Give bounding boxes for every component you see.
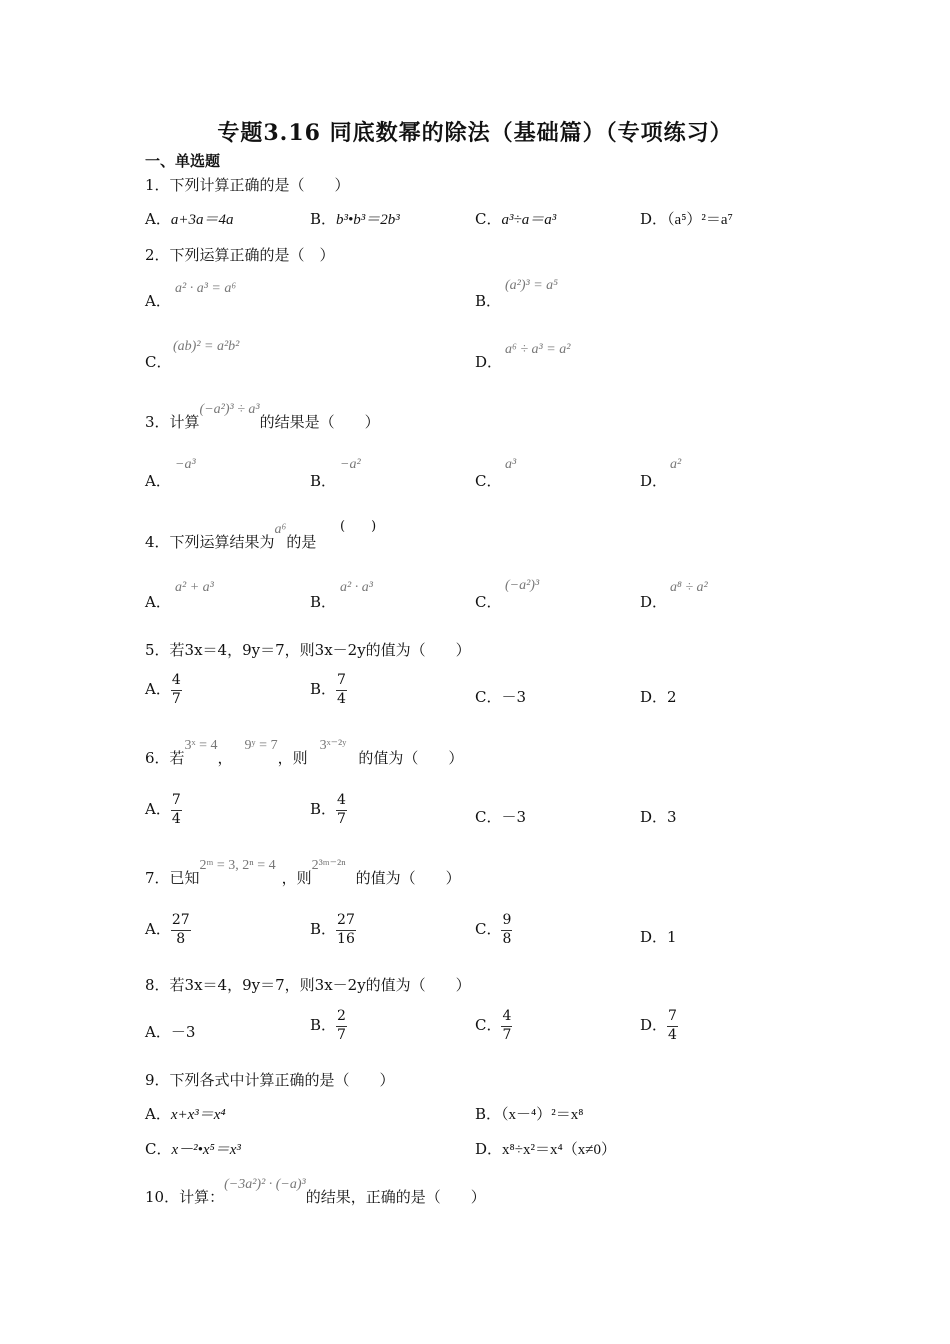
q5-option-c: C．－3 bbox=[475, 688, 527, 706]
q9-option-a: A．x+x³＝x⁴ bbox=[145, 1105, 226, 1123]
q4-option-b: B． bbox=[310, 593, 337, 611]
q5-option-d: D．2 bbox=[640, 688, 677, 706]
question-7: 7．已知2ᵐ = 3, 2ⁿ = 4，则2³ᵐ⁻²ⁿ的值为（ ） bbox=[145, 858, 461, 887]
q4-option-a-formula: a² + a³ bbox=[175, 580, 214, 595]
q2-option-c-formula: (ab)² = a²b² bbox=[173, 339, 240, 354]
q1-option-c: C．a³÷a＝a³ bbox=[475, 210, 557, 228]
question-4: 4．下列运算结果为a⁶的是 bbox=[145, 522, 317, 551]
q7-option-c: C． $\frac{9}{8}$ bbox=[475, 912, 512, 947]
q2-option-a: A． bbox=[145, 292, 171, 310]
q4-option-b-formula: a² · a³ bbox=[340, 580, 373, 595]
q2-option-b: B． bbox=[475, 292, 502, 310]
q4-expression: a⁶ bbox=[274, 522, 287, 537]
q9-option-c: C．x－²•x⁵＝x³ bbox=[145, 1140, 241, 1158]
q4-option-c-formula: (−a²)³ bbox=[505, 578, 540, 593]
q2-option-a-formula: a² · a³ = a⁶ bbox=[175, 281, 237, 296]
q1-option-d: D．（a⁵）²＝a⁷ bbox=[640, 210, 733, 228]
question-6: 6．若3ˣ = 4，9ʸ = 7，则3ˣ⁻²ʸ的值为（ ） bbox=[145, 738, 464, 767]
q7-expression-2: 2³ᵐ⁻²ⁿ bbox=[311, 858, 346, 873]
question-9: 9．下列各式中计算正确的是（ ） bbox=[145, 1071, 395, 1089]
q4-option-d: D． bbox=[640, 593, 668, 611]
q2-option-c: C． bbox=[145, 353, 172, 371]
q4-option-d-formula: a⁸ ÷ a² bbox=[670, 580, 708, 595]
q6-option-d: D．3 bbox=[640, 808, 677, 826]
page-title: 专题3.16 同底数幂的除法（基础篇）（专项练习） bbox=[217, 120, 733, 146]
q1-option-b: B．b³•b³＝2b³ bbox=[310, 210, 400, 228]
q9-option-b: B．（x－⁴）²＝x⁸ bbox=[475, 1105, 584, 1123]
question-2: 2．下列运算正确的是（ ） bbox=[145, 246, 335, 264]
question-3: 3．计算(−a²)³ ÷ a³的结果是（ ） bbox=[145, 402, 380, 431]
q3-option-d-formula: a² bbox=[670, 457, 682, 472]
q2-option-d-formula: a⁶ ÷ a³ = a² bbox=[505, 342, 571, 357]
q6-expression-3: 3ˣ⁻²ʸ bbox=[319, 738, 347, 753]
q3-option-a: A． bbox=[145, 472, 171, 490]
q1-option-a: A．a+3a＝4a bbox=[145, 210, 234, 228]
q6-option-a: A． $\frac{7}{4}$ bbox=[145, 792, 181, 827]
q4-answer-parentheses: ( ) bbox=[340, 519, 377, 534]
q7-expression-1: 2ᵐ = 3, 2ⁿ = 4 bbox=[199, 858, 276, 873]
q5-option-a: A． $\frac{4}{7}$ bbox=[145, 672, 181, 707]
q4-option-a: A． bbox=[145, 593, 171, 611]
q2-option-d: D． bbox=[475, 353, 503, 371]
q6-expression-1: 3ˣ = 4 bbox=[184, 738, 218, 753]
q3-option-a-formula: −a³ bbox=[175, 457, 196, 472]
q3-option-c-formula: a³ bbox=[505, 457, 517, 472]
q3-option-b-formula: −a² bbox=[340, 457, 361, 472]
question-5: 5．若3x＝4，9y＝7，则3x－2y的值为（ ） bbox=[145, 641, 471, 659]
q6-option-b: B． $\frac{4}{7}$ bbox=[310, 792, 346, 827]
q7-option-b: B． $\frac{27}{16}$ bbox=[310, 912, 355, 947]
q6-expression-2: 9ʸ = 7 bbox=[244, 738, 278, 753]
q3-option-d: D． bbox=[640, 472, 668, 490]
q4-option-c: C． bbox=[475, 593, 502, 611]
q2-option-b-formula: (a²)³ = a⁵ bbox=[505, 278, 559, 293]
question-10: 10．计算：(−3a²)² · (−a)³的结果，正确的是（ ） bbox=[145, 1177, 486, 1206]
q10-expression: (−3a²)² · (−a)³ bbox=[224, 1177, 306, 1192]
question-1: 1．下列计算正确的是（ ） bbox=[145, 176, 350, 194]
question-8: 8．若3x＝4，9y＝7，则3x－2y的值为（ ） bbox=[145, 976, 471, 994]
q5-option-b: B． $\frac{7}{4}$ bbox=[310, 672, 346, 707]
q3-option-b: B． bbox=[310, 472, 337, 490]
q7-option-d: D．1 bbox=[640, 928, 677, 946]
q8-option-c: C． $\frac{4}{7}$ bbox=[475, 1008, 512, 1043]
q3-option-c: C． bbox=[475, 472, 502, 490]
q6-option-c: C．－3 bbox=[475, 808, 527, 826]
section-heading: 一、单选题 bbox=[145, 152, 221, 170]
q8-option-a: A．－3 bbox=[145, 1023, 196, 1041]
q3-expression: (−a²)³ ÷ a³ bbox=[199, 402, 260, 417]
q7-option-a: A． $\frac{27}{8}$ bbox=[145, 912, 190, 947]
q8-option-d: D． $\frac{7}{4}$ bbox=[640, 1008, 677, 1043]
q8-option-b: B． $\frac{2}{7}$ bbox=[310, 1008, 346, 1043]
q9-option-d: D．x⁸÷x²＝x⁴（x≠0） bbox=[475, 1140, 616, 1158]
